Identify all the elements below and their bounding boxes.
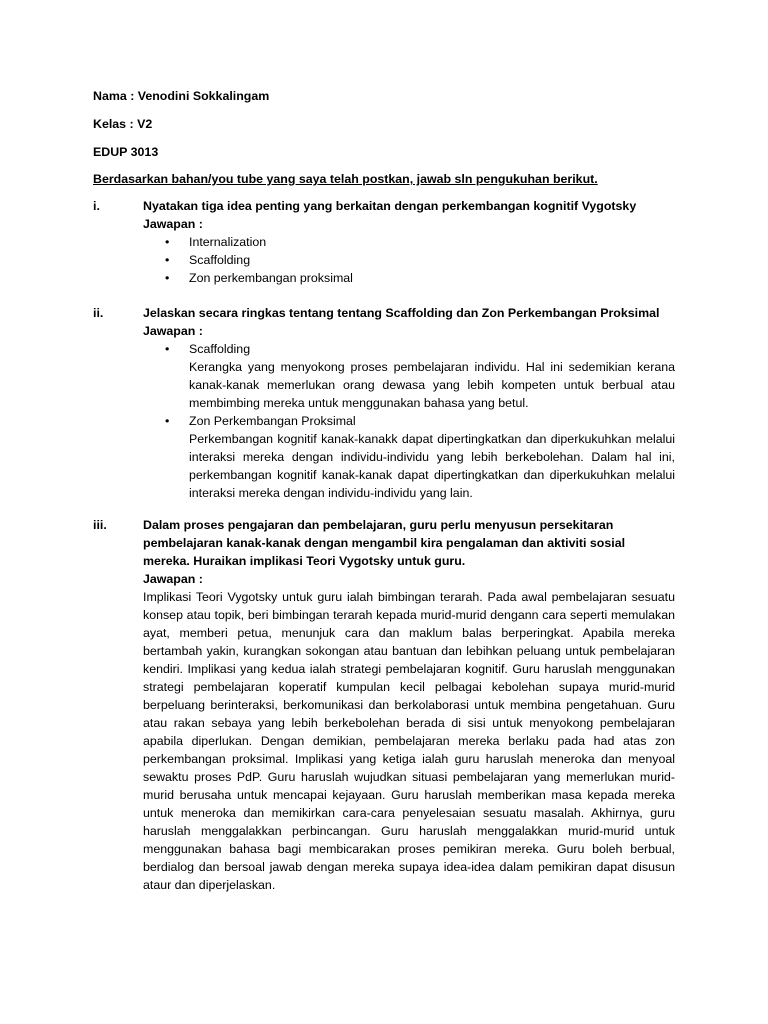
question-number: iii. [93, 518, 107, 532]
list-item: • Internalization [143, 233, 675, 251]
answer-paragraph: Implikasi Teori Vygotsky untuk guru ialah bimbingan terarah. Pada awal pembelajaran sesuatu konsep atau topik, beri bimbingan terarah kepada murid-murid dengann cara seperti memulakan ayat, memberi petua, menunjuk cara dan maklum balas berperingkat. Apabila mereka bertambah yakin, kurangkan sokongan atau bantuan dan lebihkan peluang untuk pembelajaran kendiri. Implikasi yang kedua ialah strategi pembelajaran kognitif. Guru haruslah menggunakan strategi pembelajaran koperatif kumpulan kecil pelbagai kebolehan supaya murid-murid berpeluang berinteraksi, berkomunikasi dan berkolaborasi untuk membina pengetahuan. Guru atau rakan sebaya yang lebih berkebolehan berada di sisi untuk menyokong pembelajaran apabila diperlukan. Dengan demikian, pembelajaran mereka berlaku pada had atas zon perkembangan proksimal. Implikasi yang ketiga ialah guru haruslah meneroka dan menyoal sewaktu proses PdP. Guru haruslah wujudkan situasi pembelajaran yang memerlukan murid-murid berusaha untuk mencapai kejayaan. Guru haruslah memberikan masa kepada mereka untuk meneroka dan memikirkan cara-cara penyelesaian sesuatu masalah. Akhirnya, guru haruslah menggalakkan perbincangan. Guru haruslah menggalakkan murid-murid untuk menggunakan bahasa bagi membicarakan proses pemikiran mereka. Guru boleh berbual, berdialog dan bersoal jawab dengan mereka supaya idea-idea dalam pemikiran dapat disusun ataur dan diperjelaskan. [143, 590, 675, 892]
student-class: Kelas : V2 [93, 117, 153, 131]
answer-bullet-list [143, 340, 675, 358]
question-body [143, 304, 675, 502]
scaffolding-explanation: Kerangka yang menyokong proses pembelajaran individu. Hal ini sedemikian kerana kanak-kanak memerlukan orang dewasa yang lebih kompeten untuk berbual atau membimbing mereka untuk menggunakan bahasa yang betul. [189, 360, 675, 410]
question-text: Nyatakan tiga idea penting yang berkaitan dengan perkembangan kognitif Vygotsky [143, 199, 637, 213]
list-item: • Scaffolding [143, 340, 675, 358]
instruction-line: Berdasarkan bahan/you tube yang saya telah postkan, jawab sln pengukuhan berikut. [93, 172, 598, 186]
list-item: • Zon perkembangan proksimal [143, 269, 675, 287]
question-body [143, 516, 675, 894]
zpd-explanation: Perkembangan kognitif kanak-kanakk dapat dipertingkatkan dan diperkukuhkan melalui interaksi mereka dengan individu-individu yang lebih berkebolehan. Dalam hal ini, perkembangan kognitif kanak-kanak dapat dipertingkatkan dan diperkukuhkan melalui interaksi mereka dengan individu-individu yang lain. [189, 432, 675, 500]
answer-label: Jawapan : [143, 572, 203, 586]
answer-bullet-list [143, 412, 675, 430]
course-code: EDUP 3013 [93, 145, 159, 159]
list-item: • Zon Perkembangan Proksimal [143, 412, 675, 430]
answer-label: Jawapan : [143, 324, 203, 338]
question-number: ii. [93, 306, 104, 320]
list-item: • Scaffolding [143, 251, 675, 269]
answer-bullet-list [143, 233, 675, 287]
answer-label: Jawapan : [143, 217, 203, 231]
question-body [143, 197, 675, 287]
student-name: Nama : Venodini Sokkalingam [93, 89, 270, 103]
question-text: Dalam proses pengajaran dan pembelajaran, guru perlu menyusun persekitaran pembelajaran kanak-kanak dengan mengambil kira pengalaman dan aktiviti sosial mereka. Huraikan implikasi Teori Vygotsky untuk guru. [143, 518, 626, 568]
question-text: Jelaskan secara ringkas tentang tentang Scaffolding dan Zon Perkembangan Proksimal [143, 306, 660, 320]
question-number: i. [93, 199, 100, 213]
